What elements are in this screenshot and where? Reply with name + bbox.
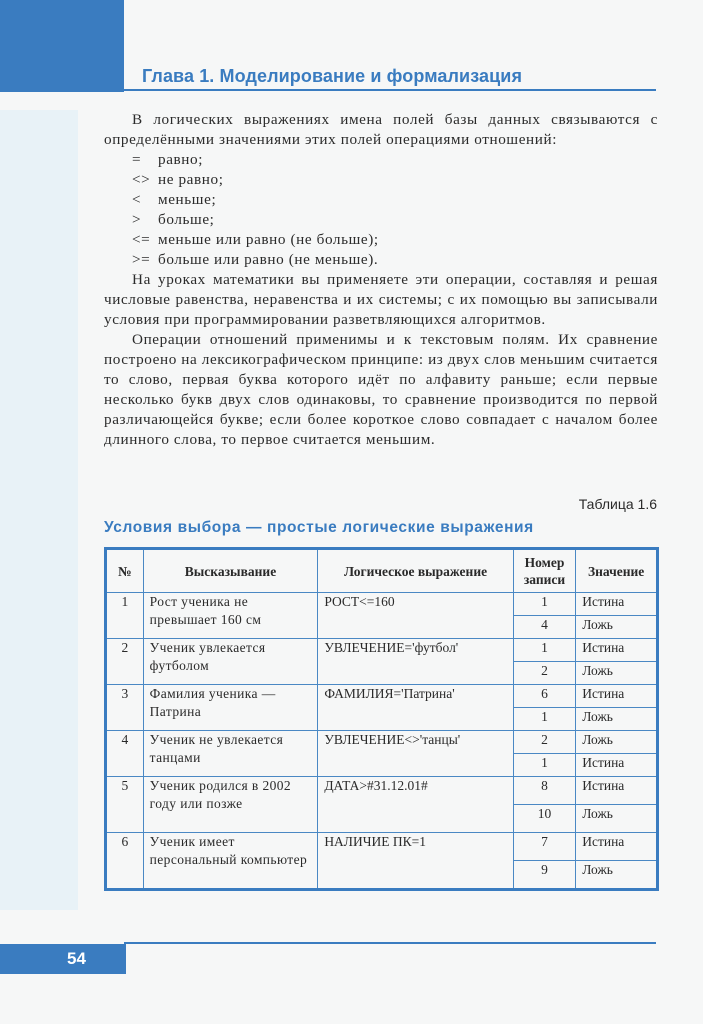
- text-fields-paragraph: Операции отношений применимы и к текстовым полям. Их сравнение построено на лексикографическом принципе: из двух слов меньшим считается то слово, первая буква которого идёт по алфавиту раньше; если первые несколько букв двух слов одинаковы, то сравнение производится по первой различающейся букве; если более короткое слово совпадает с началом более длинного слова, то первое считается меньшим.: [104, 331, 658, 448]
- row-expression: ФАМИЛИЯ='Патрина': [318, 685, 513, 731]
- operator-item: [104, 190, 658, 210]
- operator-meaning: больше;: [158, 211, 215, 228]
- operator-symbol: <=: [132, 231, 151, 248]
- operator-meaning: меньше;: [158, 191, 217, 208]
- row-value: Истина: [576, 754, 658, 777]
- row-num: 6: [106, 833, 144, 890]
- row-record: 1: [513, 754, 575, 777]
- row-record: 2: [513, 731, 575, 754]
- operator-item: [104, 170, 658, 190]
- operator-meaning: больше или равно (не меньше).: [158, 251, 379, 268]
- operator-item: [104, 230, 658, 250]
- row-num: 4: [106, 731, 144, 777]
- row-num: 2: [106, 639, 144, 685]
- row-value: Ложь: [576, 805, 658, 833]
- row-num: 5: [106, 777, 144, 833]
- row-statement: Ученик имеет персональный компьютер: [143, 833, 318, 890]
- operators-list: [104, 150, 658, 270]
- table-row: [106, 593, 658, 616]
- row-statement: Ученик не увлекается танцами: [143, 731, 318, 777]
- row-value: Истина: [576, 639, 658, 662]
- table-row: [106, 833, 658, 861]
- main-text: [104, 110, 658, 450]
- row-value: Истина: [576, 593, 658, 616]
- row-statement: Ученик родился в 2002 году или позже: [143, 777, 318, 833]
- operator-symbol: <>: [132, 171, 151, 188]
- row-statement: Фамилия ученика — Патрина: [143, 685, 318, 731]
- row-record: 6: [513, 685, 575, 708]
- table-row: [106, 639, 658, 662]
- row-value: Истина: [576, 833, 658, 861]
- table-number: Таблица 1.6: [578, 496, 657, 512]
- operator-meaning: меньше или равно (не больше);: [158, 231, 379, 248]
- header-expression: Логическое выражение: [318, 549, 513, 593]
- page-number-block: [0, 944, 126, 974]
- chapter-title: Глава 1. Моделирование и формализация: [142, 66, 523, 86]
- operator-item: [104, 250, 658, 270]
- conditions-table: [104, 547, 659, 891]
- page-number: 54: [67, 949, 86, 968]
- row-value: Ложь: [576, 708, 658, 731]
- row-record: 1: [513, 639, 575, 662]
- row-record: 8: [513, 777, 575, 805]
- header-num: №: [106, 549, 144, 593]
- math-paragraph: На уроках математики вы применяете эти операции, составляя и решая числовые равенства, неравенства и их системы; с их помощью вы записывали условия при программировании разветвляющихся алгоритмов.: [104, 271, 658, 328]
- header-statement: Высказывание: [143, 549, 318, 593]
- row-num: 3: [106, 685, 144, 731]
- table-header-row: [106, 549, 658, 593]
- row-value: Истина: [576, 685, 658, 708]
- row-record: 1: [513, 593, 575, 616]
- row-record: 10: [513, 805, 575, 833]
- row-expression: УВЛЕЧЕНИЕ<>'танцы': [318, 731, 513, 777]
- operator-symbol: >: [132, 211, 142, 228]
- row-expression: РОСТ<=160: [318, 593, 513, 639]
- row-value: Ложь: [576, 861, 658, 890]
- operator-meaning: не равно;: [158, 171, 224, 188]
- chapter-color-block: [0, 0, 124, 92]
- row-value: Ложь: [576, 662, 658, 685]
- row-num: 1: [106, 593, 144, 639]
- side-margin-strip: [0, 110, 78, 910]
- header-record: Номер записи: [513, 549, 575, 593]
- row-expression: НАЛИЧИЕ ПК=1: [318, 833, 513, 890]
- row-record: 4: [513, 616, 575, 639]
- row-record: 2: [513, 662, 575, 685]
- intro-paragraph: В логических выражениях имена полей базы данных связываются с определёнными значениями этих полей операциями отношений:: [104, 111, 658, 148]
- row-expression: ДАТА>#31.12.01#: [318, 777, 513, 833]
- operator-symbol: >=: [132, 251, 151, 268]
- row-expression: УВЛЕЧЕНИЕ='футбол': [318, 639, 513, 685]
- row-statement: Ученик увлекается футболом: [143, 639, 318, 685]
- header-value: Значение: [576, 549, 658, 593]
- row-record: 9: [513, 861, 575, 890]
- table-row: [106, 685, 658, 708]
- table-row: [106, 777, 658, 805]
- table-row: [106, 731, 658, 754]
- operator-symbol: <: [132, 191, 142, 208]
- operator-meaning: равно;: [158, 151, 204, 168]
- header-divider: [124, 89, 656, 91]
- footer-divider: [124, 942, 656, 944]
- row-record: 7: [513, 833, 575, 861]
- row-value: Ложь: [576, 616, 658, 639]
- row-record: 1: [513, 708, 575, 731]
- operator-item: [104, 210, 658, 230]
- operator-symbol: =: [132, 151, 142, 168]
- row-value: Истина: [576, 777, 658, 805]
- operator-item: [104, 150, 658, 170]
- table-title: Условия выбора — простые логические выражения: [104, 519, 534, 536]
- row-statement: Рост ученика не превышает 160 см: [143, 593, 318, 639]
- row-value: Ложь: [576, 731, 658, 754]
